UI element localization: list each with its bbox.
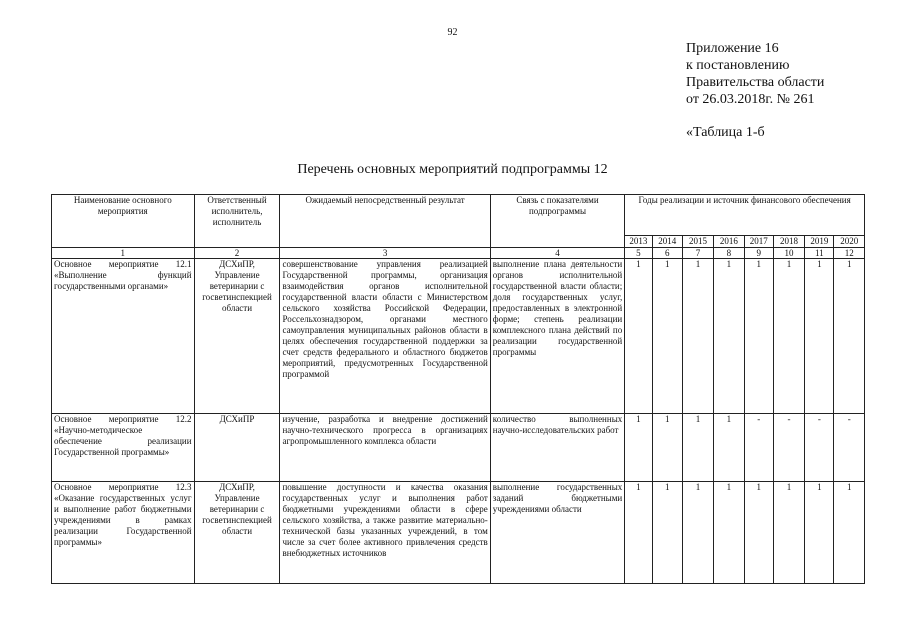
year-value: 1 xyxy=(805,482,834,584)
year-value: 1 xyxy=(834,259,865,414)
column-number: 4 xyxy=(490,248,624,259)
appendix-line-3: Правительства области xyxy=(686,75,825,90)
header-year: 2013 xyxy=(625,236,652,248)
header-year: 2020 xyxy=(834,236,865,248)
year-value: 1 xyxy=(773,259,804,414)
year-value: 1 xyxy=(834,482,865,584)
header-year: 2019 xyxy=(805,236,834,248)
year-value: 1 xyxy=(652,414,682,482)
year-value: - xyxy=(773,414,804,482)
header-result: Ожидаемый непосредственный результат xyxy=(280,195,490,248)
activity-indicator-link: выполнение плана деятельности органов исполнительной государственной власти области; доля государственных услуг, предоставленных в электронной форме; степень реализации комплексного плана действий по реализации государственной программы xyxy=(490,259,624,414)
document-title: Перечень основных мероприятий подпрограммы 12 xyxy=(297,162,608,177)
header-years-group: Годы реализации и источник финансового обеспечения xyxy=(625,195,865,236)
header-name: Наименование основного мероприятия xyxy=(52,195,195,248)
header-year: 2014 xyxy=(652,236,682,248)
year-value: 1 xyxy=(682,259,713,414)
year-value: 1 xyxy=(714,414,744,482)
activity-name: Основное мероприятие 12.2 «Научно-методическое обеспечение реализации Государственной программы» xyxy=(52,414,195,482)
year-value: 1 xyxy=(625,482,652,584)
year-value: - xyxy=(744,414,773,482)
activity-responsible: ДСХиПР, Управление ветеринарии с госветинспекцией области xyxy=(194,259,280,414)
table-row xyxy=(52,482,865,584)
page-number: 92 xyxy=(447,27,458,38)
year-value: 1 xyxy=(625,259,652,414)
column-number: 3 xyxy=(280,248,490,259)
column-number: 6 xyxy=(652,248,682,259)
column-number: 11 xyxy=(805,248,834,259)
activity-name: Основное мероприятие 12.3 «Оказание государственных услуг и выполнение работ бюджетными учреждениями в рамках реализации Государственной программы» xyxy=(52,482,195,584)
year-value: 1 xyxy=(805,259,834,414)
year-value: 1 xyxy=(714,259,744,414)
header-year: 2017 xyxy=(744,236,773,248)
year-value: 1 xyxy=(625,414,652,482)
activity-responsible: ДСХиПР, Управление ветеринарии с госветинспекцией области xyxy=(194,482,280,584)
activity-indicator-link: количество выполненных научно-исследовательских работ xyxy=(490,414,624,482)
appendix-header xyxy=(686,40,824,141)
header-year: 2018 xyxy=(773,236,804,248)
activity-result: повышение доступности и качества оказания государственных услуг и выполнения работ бюджетными учреждениями области в сфере сельского хозяйства, а также развитие материально-технической базы указанных учреждений, в том числе за счет более активного привлечения средств внебюджетных источников xyxy=(280,482,490,584)
table-row xyxy=(52,259,865,414)
column-number: 1 xyxy=(52,248,195,259)
column-number: 2 xyxy=(194,248,280,259)
column-number: 7 xyxy=(682,248,713,259)
header-year: 2016 xyxy=(714,236,744,248)
column-number-row xyxy=(52,248,865,259)
year-value: - xyxy=(805,414,834,482)
header-responsible: Ответственный исполнитель, исполнитель xyxy=(194,195,280,248)
table-label: «Таблица 1-б xyxy=(686,125,765,140)
year-value: 1 xyxy=(682,482,713,584)
year-value: 1 xyxy=(714,482,744,584)
activity-result: изучение, разработка и внедрение достижений научно-технического прогресса в организациях агропромышленного комплекса области xyxy=(280,414,490,482)
header-year: 2015 xyxy=(682,236,713,248)
year-value: 1 xyxy=(682,414,713,482)
column-number: 8 xyxy=(714,248,744,259)
activity-indicator-link: выполнение государственных заданий бюджетными учреждениями области xyxy=(490,482,624,584)
year-value: 1 xyxy=(773,482,804,584)
column-number: 10 xyxy=(773,248,804,259)
year-value: - xyxy=(834,414,865,482)
column-number: 5 xyxy=(625,248,652,259)
activities-table xyxy=(51,194,865,584)
year-value: 1 xyxy=(744,259,773,414)
appendix-line-1: Приложение 16 xyxy=(686,41,779,56)
activity-name: Основное мероприятие 12.1 «Выполнение функций государственными органами» xyxy=(52,259,195,414)
activity-responsible: ДСХиПР xyxy=(194,414,280,482)
year-value: 1 xyxy=(652,259,682,414)
year-value: 1 xyxy=(744,482,773,584)
appendix-line-2: к постановлению xyxy=(686,58,790,73)
year-value: 1 xyxy=(652,482,682,584)
activity-result: совершенствование управления реализацией Государственной программы, организация взаимодействия органов исполнительной государственной власти области с Министерством сельского хозяйства Российской Федерации, Россельхознадзором, органами местного самоуправления муниципальных районов области в целях обеспечения государственной поддержки за счет средств федерального и областного бюджетов мероприятий, предусмотренных Государственной программой xyxy=(280,259,490,414)
column-number: 9 xyxy=(744,248,773,259)
column-number: 12 xyxy=(834,248,865,259)
table-row xyxy=(52,414,865,482)
appendix-line-4: от 26.03.2018г. № 261 xyxy=(686,92,815,107)
header-link: Связь с показателями подпрограммы xyxy=(490,195,624,248)
